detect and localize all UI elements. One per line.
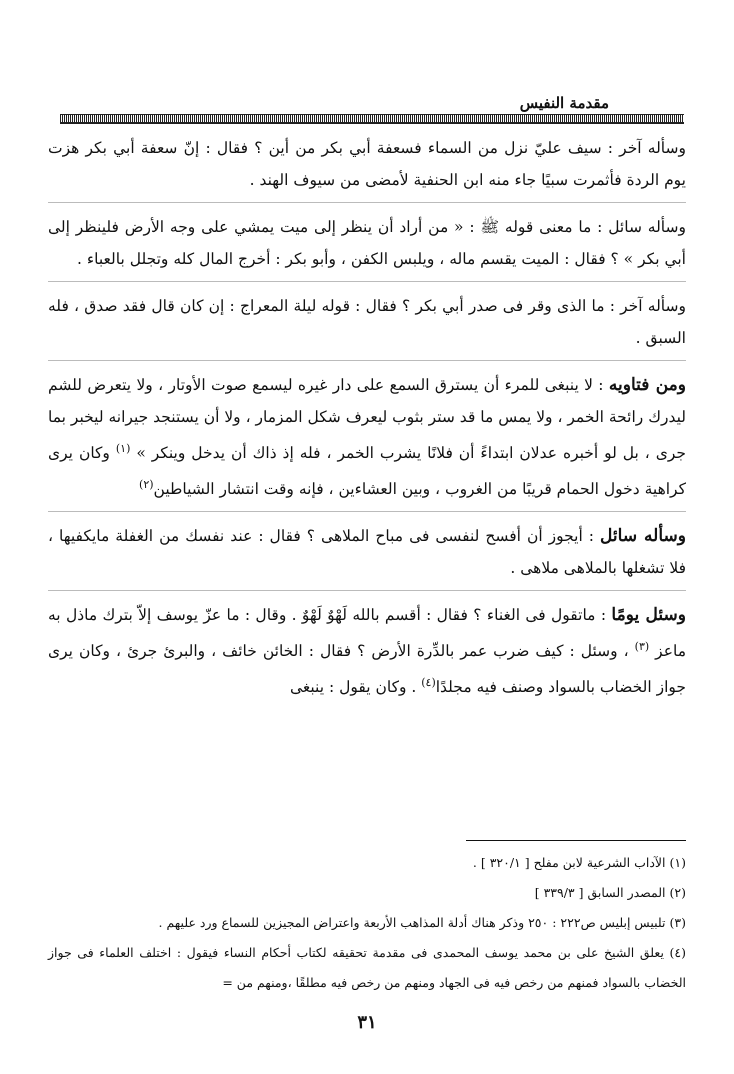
footnotes [48, 848, 686, 998]
page-number: ٣١ [357, 1012, 377, 1033]
paragraph [48, 365, 686, 512]
running-header: مقدمة النفيس [519, 94, 609, 112]
paragraph-text: : لا ينبغى للمرء أن يسترق السمع على دار غيره ليسمع صوت الأوتار ، ولا يتعرض للشم ليدرك رائحة الخمر ، ولا يمس ما قد ستر بثوب ليعرف شكل المزمار ، ولا أن يستنجد جيرانه ليخبر بما جرى ، بل لو أخبره عدلان ابتداءً أن فلانًا يشرب الخمر ، فله إذ ذاك أن يدخل وينكر » [48, 376, 687, 463]
paragraph-text: ، وسئل : كيف ضرب عمر بالدِّرة الأرض ؟ فقال : الخائن خائف ، والبرئ جرئ ، وكان يرى جواز الخضاب بالسواد وصنف فيه مجلدًا [48, 642, 686, 697]
paragraph-text: : أيجوز أن أفسح لنفسى فى مباح الملاهى ؟ فقال : عند نفسك من الغفلة مايكفيها ، فلا تشغلها بالملاهى ملاهى . [48, 527, 686, 578]
paragraph-text: : ماتقول فى الغناء ؟ فقال : أقسم بالله لَهْوٌ لَهْوٌ . وقال : ما عزّ يوسف إلاّ بترك ماذل به ماعز [48, 606, 686, 661]
footnote-ref[interactable]: (٢) [139, 478, 154, 492]
footnote-ref[interactable]: (١) [115, 442, 131, 455]
paragraph-lead: وسأله سائل [600, 526, 686, 547]
paragraph [48, 207, 686, 282]
paragraph [48, 286, 686, 361]
paragraph [48, 595, 686, 707]
footnote: (٣) تلبيس إبليس ص٢٢٢ : ٢٥٠ وذكر هناك أدلة المذاهب الأربعة واعتراض المجيزين للسماع ورد عليهم . [158, 915, 686, 930]
paragraph-text: وسأله آخر : سيف عليّ نزل من السماء فسعفة أبي بكر من أين ؟ فقال : إنّ سعفة أبي بكر هزت يوم الردة فأثمرت سبيًا جاء منه ابن الحنفية لأمضى من سيوف الهند . [48, 139, 686, 189]
paragraph-text: وسأله آخر : ما الذى وقر فى صدر أبي بكر ؟ فقال : قوله ليلة المعراج : إن كان قال فقد صدق ، فله السبق . [48, 297, 686, 347]
paragraph-text: وسأله سائل : ما معنى قوله ﷺ : « من أراد أن ينظر إلى ميت يمشي على وجه الأرض فلينظر إلى أبي بكر » ؟ فقال : الميت يقسم ماله ، ويلبس الكفن ، وأبو بكر : أخرج المال كله وتجلل بالعباء . [48, 218, 686, 268]
footnote-ref[interactable]: (٤) [421, 676, 436, 690]
footnote-divider [466, 840, 686, 841]
paragraph [48, 516, 686, 591]
main-text [48, 128, 686, 708]
paragraph [48, 128, 686, 203]
paragraph-text: وكان يرى كراهية دخول الحمام قريبًا من الغروب ، وبين العشاءين ، فإنه وقت انتشار الشياطين [48, 444, 686, 499]
header-rule [60, 114, 684, 124]
footnote: (٢) المصدر السابق [ ٣٣٩/٣ ] [534, 885, 686, 900]
paragraph-text: . وكان يقول : ينبغى [289, 678, 422, 697]
paragraph-lead: ومن فتاويه [608, 375, 686, 395]
footnote-ref[interactable]: (٣) [634, 640, 650, 654]
footnote: (١) الآداب الشرعية لابن مفلح [ ٣٢٠/١ ] . [472, 855, 686, 870]
paragraph-lead: وسئل يومًا [611, 605, 686, 626]
footnote: (٤) يعلق الشيخ على بن محمد يوسف المحمدى فى مقدمة تحقيقه لكتاب أحكام النساء فيقول : اختلف العلماء فى جواز الخضاب بالسواد فمنهم من رخص فيه فى الجهاد ومنهم من رخص فيه مطلقًا ،ومنهم من = [48, 945, 686, 990]
